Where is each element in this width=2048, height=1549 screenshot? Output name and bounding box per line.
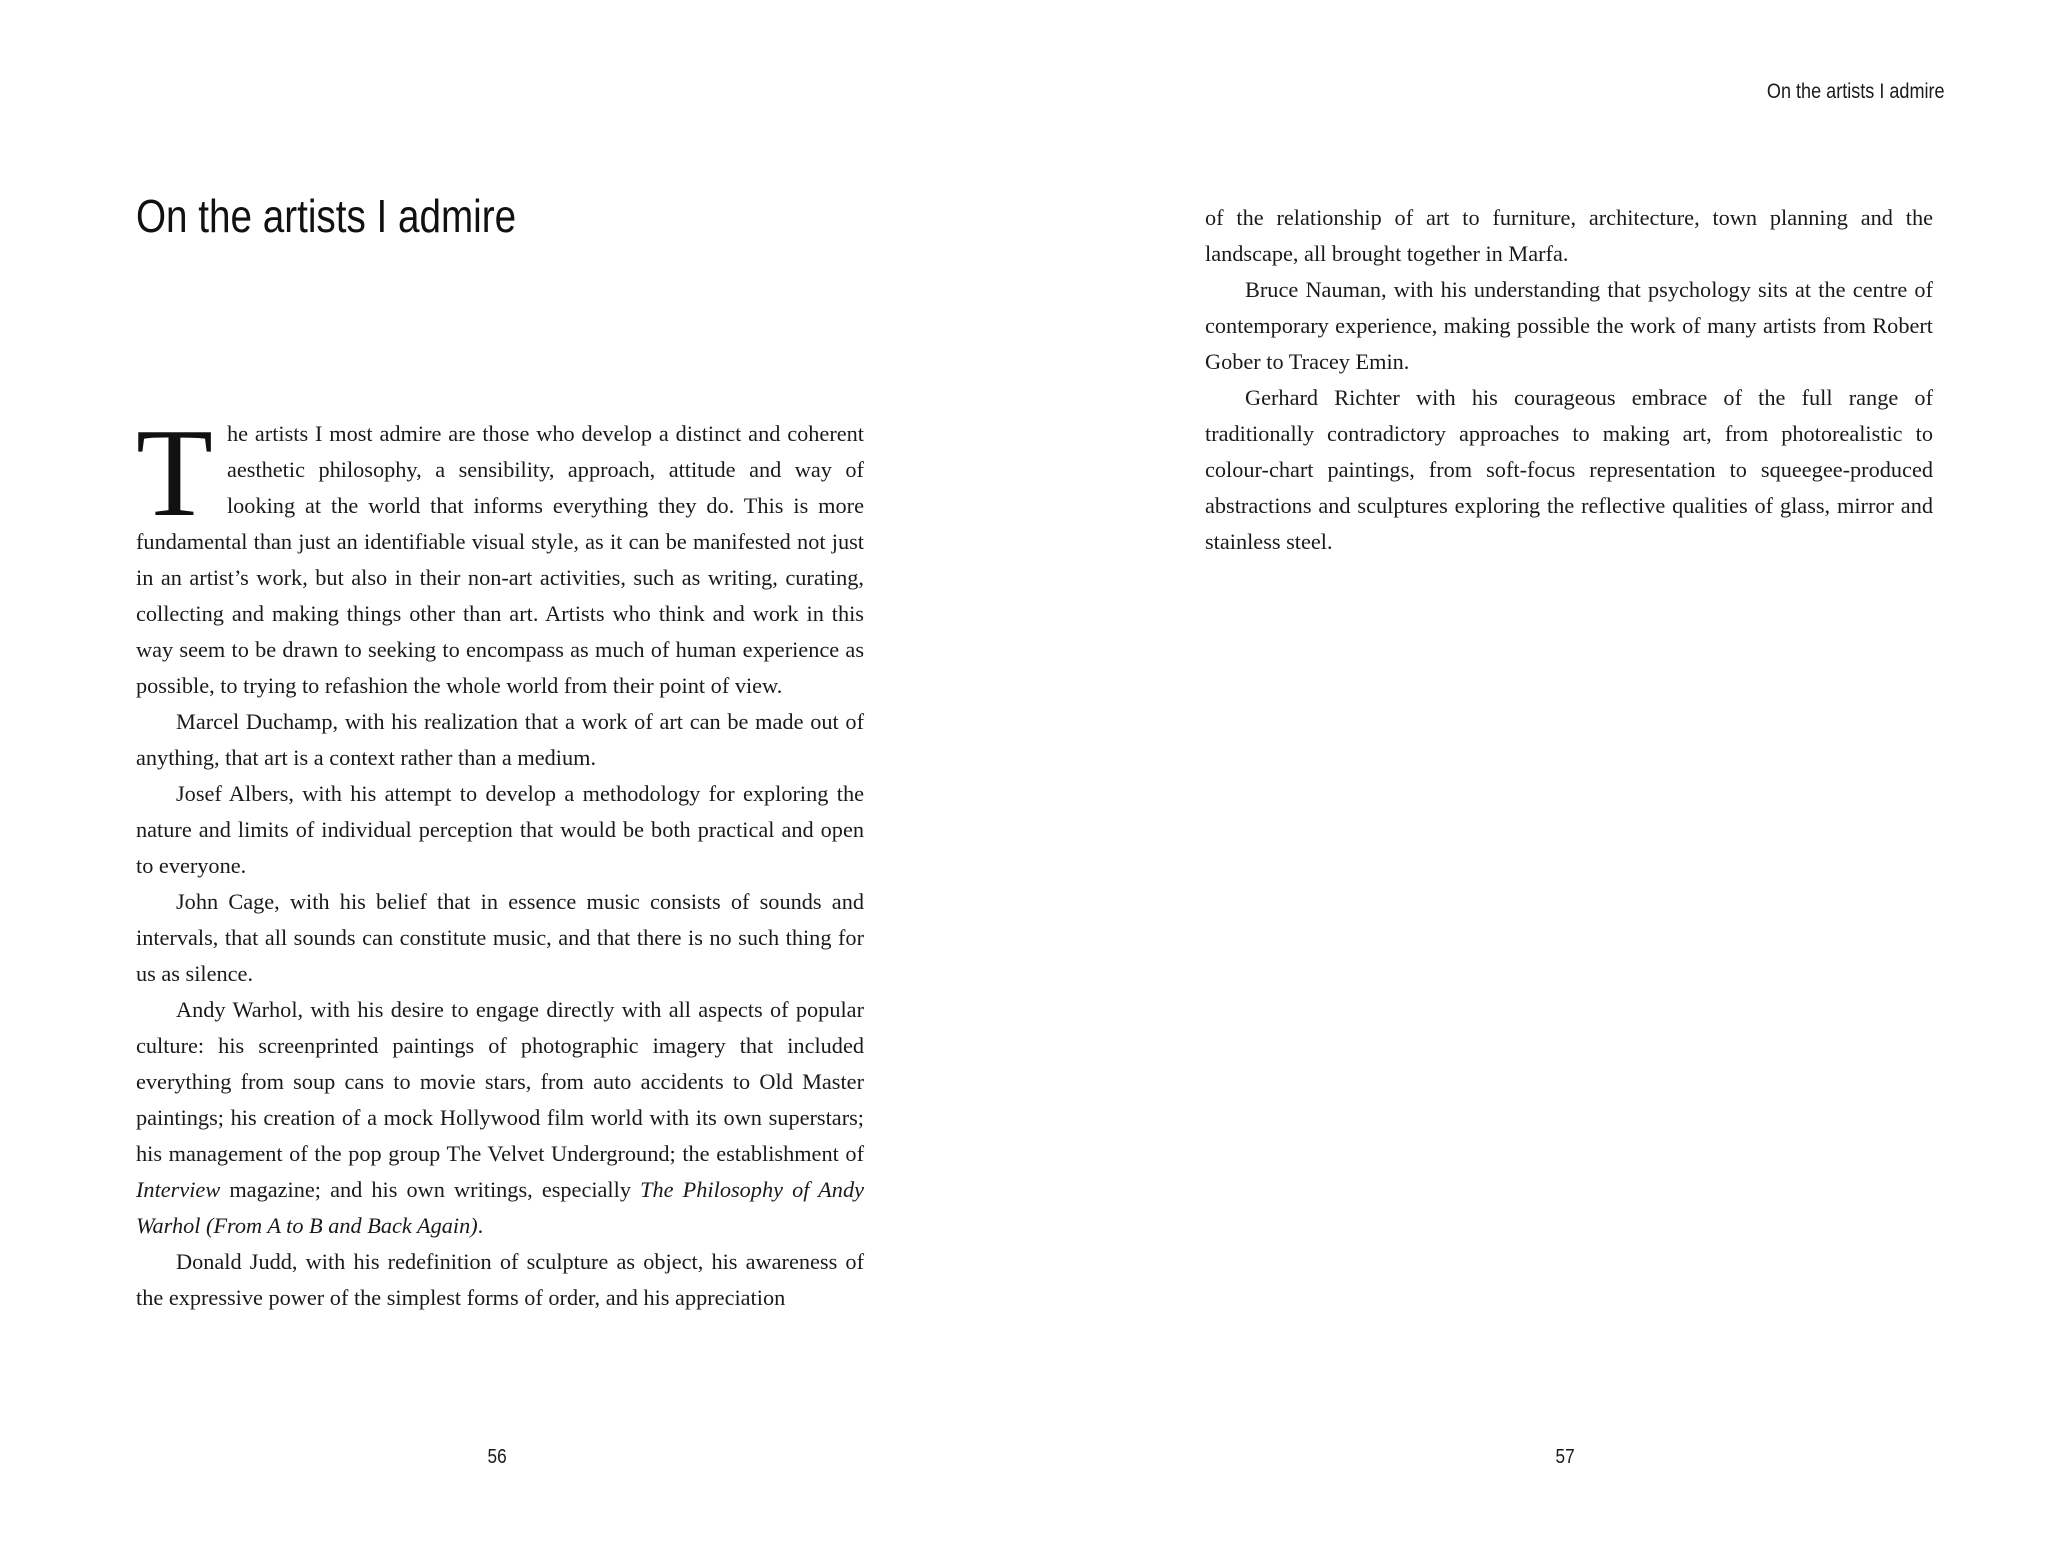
paragraph-nauman: Bruce Nauman, with his understanding that psychology sits at the centre of contemporary experience, making possible the work of many artists from Robert Gober to Tracey Emin. xyxy=(1205,277,1933,374)
book-title: The Philosophy of Andy Warhol (From A to B and Back Again) xyxy=(136,1177,864,1238)
warhol-text-before: Andy Warhol, with his desire to engage directly with all aspects of popular culture: his screenprinted paintings of photographic imagery that included everything from soup cans to movie stars, from auto accidents to Old Master paintings; his creation of a mock Hollywood film world with its own superstars; his management of the pop group The Velvet Underground; the establishment of xyxy=(136,997,864,1166)
intro-paragraph xyxy=(136,404,864,704)
paragraph-cage: John Cage, with his belief that in essence music consists of sounds and intervals, that all sounds can constitute music, and that there is no such thing for us as silence. xyxy=(136,889,864,986)
page-number-left: 56 xyxy=(487,1446,507,1468)
warhol-text-after: . xyxy=(477,1213,484,1238)
chapter-title: On the artists I admire xyxy=(136,190,517,242)
drop-cap: T xyxy=(136,404,213,543)
paragraph-albers: Josef Albers, with his attempt to develop a methodology for exploring the nature and limits of individual perception that would be both practical and open to everyone. xyxy=(136,781,864,878)
warhol-text-middle: magazine; and his own writings, especially xyxy=(220,1177,641,1202)
interview-title: Interview xyxy=(136,1177,221,1202)
paragraph-warhol xyxy=(136,992,864,1244)
page-number-right: 57 xyxy=(1555,1446,1575,1468)
right-text-column xyxy=(1205,200,1933,560)
paragraph-judd: Donald Judd, with his redefinition of sculpture as object, his awareness of the expressive power of the simplest forms of order, and his appreciation xyxy=(136,1249,864,1310)
right-page xyxy=(1024,0,2048,1549)
running-head: On the artists I admire xyxy=(1767,80,1945,103)
left-text-column xyxy=(136,404,864,1316)
paragraph-judd-continued: of the relationship of art to furniture, architecture, town planning and the landscape, all brought together in Marfa. xyxy=(1205,205,1933,266)
paragraph-richter: Gerhard Richter with his courageous embrace of the full range of traditionally contradictory approaches to making art, from photorealistic to colour-chart paintings, from soft-focus representation to squeegee-produced abstractions and sculptures exploring the reflective qualities of glass, mirror and stainless steel. xyxy=(1205,385,1933,554)
paragraph-duchamp: Marcel Duchamp, with his realization that a work of art can be made out of anything, that art is a context rather than a medium. xyxy=(136,709,864,770)
intro-text: he artists I most admire are those who develop a distinct and coherent aesthetic philosophy, a sensibility, approach, attitude and way of looking at the world that informs everything they do. This is more fundamental than just an identifiable visual style, as it can be manifested not just in an artist’s work, but also in their non-art activities, such as writing, curating, collecting and making things other than art. Artists who think and work in this way seem to be drawn to seeking to encompass as much of human experience as possible, to trying to refashion the whole world from their point of view. xyxy=(136,421,864,698)
